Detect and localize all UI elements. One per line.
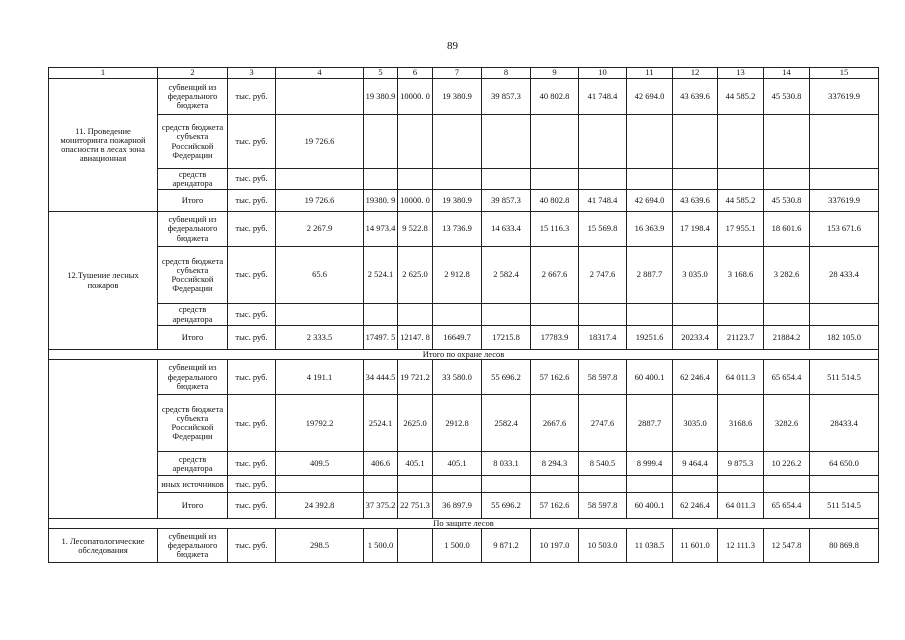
- table-row: [49, 169, 879, 190]
- value-cell: 19 380.9: [364, 79, 398, 115]
- value-cell: [673, 304, 718, 326]
- value-cell: 8 294.3: [531, 452, 579, 476]
- value-cell: 2912.8: [433, 395, 482, 452]
- header-cell: 4: [276, 68, 364, 79]
- section-row: [49, 350, 879, 360]
- value-cell: [276, 304, 364, 326]
- value-cell: 45 530.8: [764, 79, 810, 115]
- value-cell: 337619.9: [810, 190, 879, 212]
- value-cell: 2 887.7: [627, 247, 673, 304]
- unit-cell: тыс. руб.: [228, 304, 276, 326]
- value-cell: [482, 476, 531, 493]
- value-cell: [764, 304, 810, 326]
- value-cell: 18 601.6: [764, 212, 810, 247]
- value-cell: 42 694.0: [627, 79, 673, 115]
- value-cell: 20233.4: [673, 326, 718, 350]
- value-cell: [579, 476, 627, 493]
- value-cell: 9 522.8: [398, 212, 433, 247]
- value-cell: 11 601.0: [673, 529, 718, 563]
- table-row: [49, 452, 879, 476]
- value-cell: 58 597.8: [579, 360, 627, 395]
- value-cell: 14 633.4: [482, 212, 531, 247]
- value-cell: 3168.6: [718, 395, 764, 452]
- value-cell: 55 696.2: [482, 493, 531, 519]
- unit-cell: тыс. руб.: [228, 452, 276, 476]
- value-cell: [531, 115, 579, 169]
- value-cell: 19251.6: [627, 326, 673, 350]
- value-cell: [579, 115, 627, 169]
- value-cell: [398, 476, 433, 493]
- value-cell: [276, 79, 364, 115]
- unit-cell: тыс. руб.: [228, 115, 276, 169]
- value-cell: 15 569.8: [579, 212, 627, 247]
- unit-cell: тыс. руб.: [228, 169, 276, 190]
- value-cell: [398, 529, 433, 563]
- value-cell: 2 667.6: [531, 247, 579, 304]
- funding-source: Итого: [158, 326, 228, 350]
- value-cell: 16649.7: [433, 326, 482, 350]
- budget-table: [48, 67, 879, 563]
- funding-source: средств бюджета субъекта Российской Федерации: [158, 247, 228, 304]
- value-cell: 13 736.9: [433, 212, 482, 247]
- value-cell: 1 500.0: [364, 529, 398, 563]
- value-cell: 2667.6: [531, 395, 579, 452]
- header-cell: 15: [810, 68, 879, 79]
- funding-source: субвенций из федерального бюджета: [158, 79, 228, 115]
- value-cell: [579, 304, 627, 326]
- funding-source: иных источников: [158, 476, 228, 493]
- value-cell: [433, 476, 482, 493]
- value-cell: 19792.2: [276, 395, 364, 452]
- value-cell: 17 198.4: [673, 212, 718, 247]
- table-row: [49, 79, 879, 115]
- header-cell: 6: [398, 68, 433, 79]
- value-cell: [673, 169, 718, 190]
- value-cell: 18317.4: [579, 326, 627, 350]
- funding-source: Итого: [158, 190, 228, 212]
- value-cell: 33 580.0: [433, 360, 482, 395]
- unit-cell: тыс. руб.: [228, 247, 276, 304]
- value-cell: 3035.0: [673, 395, 718, 452]
- value-cell: 22 751.3: [398, 493, 433, 519]
- unit-cell: тыс. руб.: [228, 395, 276, 452]
- activity-name: [49, 360, 158, 519]
- value-cell: [718, 476, 764, 493]
- value-cell: 406.6: [364, 452, 398, 476]
- value-cell: 40 802.8: [531, 190, 579, 212]
- value-cell: 21123.7: [718, 326, 764, 350]
- value-cell: 60 400.1: [627, 493, 673, 519]
- value-cell: [482, 304, 531, 326]
- unit-cell: тыс. руб.: [228, 529, 276, 563]
- funding-source: средств арендатора: [158, 304, 228, 326]
- funding-source: средств бюджета субъекта Российской Федерации: [158, 395, 228, 452]
- value-cell: 44 585.2: [718, 79, 764, 115]
- value-cell: 64 011.3: [718, 493, 764, 519]
- value-cell: 182 105.0: [810, 326, 879, 350]
- value-cell: 405.1: [398, 452, 433, 476]
- value-cell: 14 973.4: [364, 212, 398, 247]
- value-cell: 8 999.4: [627, 452, 673, 476]
- value-cell: 19 726.6: [276, 190, 364, 212]
- funding-source: Итого: [158, 493, 228, 519]
- table-row: [49, 190, 879, 212]
- value-cell: [482, 169, 531, 190]
- value-cell: [627, 476, 673, 493]
- value-cell: 511 514.5: [810, 360, 879, 395]
- value-cell: 80 869.8: [810, 529, 879, 563]
- value-cell: 3 168.6: [718, 247, 764, 304]
- value-cell: 41 748.4: [579, 79, 627, 115]
- value-cell: 9 464.4: [673, 452, 718, 476]
- header-cell: 1: [49, 68, 158, 79]
- value-cell: 3 282.6: [764, 247, 810, 304]
- value-cell: 2 582.4: [482, 247, 531, 304]
- value-cell: 10000. 0: [398, 190, 433, 212]
- value-cell: [433, 169, 482, 190]
- header-cell: 13: [718, 68, 764, 79]
- value-cell: 2887.7: [627, 395, 673, 452]
- table-row: [49, 476, 879, 493]
- page-number: 89: [447, 40, 458, 52]
- value-cell: 24 392.8: [276, 493, 364, 519]
- value-cell: 16 363.9: [627, 212, 673, 247]
- value-cell: 57 162.6: [531, 493, 579, 519]
- funding-source: средств бюджета субъекта Российской Федерации: [158, 115, 228, 169]
- value-cell: 17783.9: [531, 326, 579, 350]
- section-row: [49, 519, 879, 529]
- funding-source: субвенций из федерального бюджета: [158, 529, 228, 563]
- value-cell: 17215.8: [482, 326, 531, 350]
- header-cell: 9: [531, 68, 579, 79]
- value-cell: 36 897.9: [433, 493, 482, 519]
- value-cell: 62 246.4: [673, 493, 718, 519]
- value-cell: 2 747.6: [579, 247, 627, 304]
- header-cell: 3: [228, 68, 276, 79]
- value-cell: 9 871.2: [482, 529, 531, 563]
- value-cell: [398, 169, 433, 190]
- value-cell: 44 585.2: [718, 190, 764, 212]
- value-cell: 43 639.6: [673, 79, 718, 115]
- value-cell: [810, 115, 879, 169]
- value-cell: 2 267.9: [276, 212, 364, 247]
- table-row: [49, 304, 879, 326]
- value-cell: 19 721.2: [398, 360, 433, 395]
- section-title: По защите лесов: [49, 519, 879, 529]
- unit-cell: тыс. руб.: [228, 212, 276, 247]
- value-cell: 17497. 5: [364, 326, 398, 350]
- value-cell: 9 875.3: [718, 452, 764, 476]
- value-cell: [364, 304, 398, 326]
- value-cell: 28 433.4: [810, 247, 879, 304]
- value-cell: 15 116.3: [531, 212, 579, 247]
- value-cell: [810, 304, 879, 326]
- value-cell: [718, 169, 764, 190]
- table-row: [49, 360, 879, 395]
- value-cell: 43 639.6: [673, 190, 718, 212]
- value-cell: 57 162.6: [531, 360, 579, 395]
- value-cell: [433, 115, 482, 169]
- value-cell: 19 380.9: [433, 79, 482, 115]
- value-cell: 10 197.0: [531, 529, 579, 563]
- header-cell: 8: [482, 68, 531, 79]
- section-title: Итого по охране лесов: [49, 350, 879, 360]
- value-cell: 19380. 9: [364, 190, 398, 212]
- value-cell: 39 857.3: [482, 79, 531, 115]
- value-cell: 405.1: [433, 452, 482, 476]
- header-cell: 2: [158, 68, 228, 79]
- unit-cell: тыс. руб.: [228, 360, 276, 395]
- value-cell: 21884.2: [764, 326, 810, 350]
- value-cell: [482, 115, 531, 169]
- header-row: [49, 68, 879, 79]
- value-cell: [433, 304, 482, 326]
- value-cell: [764, 169, 810, 190]
- funding-source: субвенций из федерального бюджета: [158, 212, 228, 247]
- value-cell: [531, 304, 579, 326]
- value-cell: 34 444.5: [364, 360, 398, 395]
- value-cell: 37 375.2: [364, 493, 398, 519]
- value-cell: 40 802.8: [531, 79, 579, 115]
- value-cell: [627, 304, 673, 326]
- unit-cell: тыс. руб.: [228, 476, 276, 493]
- value-cell: 19 726.6: [276, 115, 364, 169]
- value-cell: 58 597.8: [579, 493, 627, 519]
- value-cell: 62 246.4: [673, 360, 718, 395]
- value-cell: 55 696.2: [482, 360, 531, 395]
- value-cell: 511 514.5: [810, 493, 879, 519]
- header-cell: 10: [579, 68, 627, 79]
- value-cell: 2 912.8: [433, 247, 482, 304]
- value-cell: [673, 115, 718, 169]
- value-cell: 17 955.1: [718, 212, 764, 247]
- value-cell: [673, 476, 718, 493]
- value-cell: 42 694.0: [627, 190, 673, 212]
- value-cell: 8 033.1: [482, 452, 531, 476]
- header-cell: 11: [627, 68, 673, 79]
- value-cell: 64 011.3: [718, 360, 764, 395]
- activity-name: 1. Лесопатологические обследования: [49, 529, 158, 563]
- value-cell: 10 503.0: [579, 529, 627, 563]
- value-cell: 39 857.3: [482, 190, 531, 212]
- value-cell: [364, 476, 398, 493]
- value-cell: [398, 115, 433, 169]
- value-cell: [579, 169, 627, 190]
- funding-source: средств арендатора: [158, 452, 228, 476]
- value-cell: [531, 476, 579, 493]
- value-cell: [718, 115, 764, 169]
- value-cell: 2 333.5: [276, 326, 364, 350]
- value-cell: 1 500.0: [433, 529, 482, 563]
- value-cell: 409.5: [276, 452, 364, 476]
- activity-name: 11. Проведение мониторинга пожарной опасности в лесах зона авиационная: [49, 79, 158, 212]
- table-row: [49, 493, 879, 519]
- value-cell: 41 748.4: [579, 190, 627, 212]
- value-cell: 12147. 8: [398, 326, 433, 350]
- header-cell: 14: [764, 68, 810, 79]
- value-cell: 10000. 0: [398, 79, 433, 115]
- value-cell: 65.6: [276, 247, 364, 304]
- value-cell: 64 650.0: [810, 452, 879, 476]
- activity-name: 12.Тушение лесных пожаров: [49, 212, 158, 350]
- value-cell: 12 547.8: [764, 529, 810, 563]
- value-cell: 2 625.0: [398, 247, 433, 304]
- value-cell: [531, 169, 579, 190]
- value-cell: 298.5: [276, 529, 364, 563]
- value-cell: [627, 115, 673, 169]
- funding-source: субвенций из федерального бюджета: [158, 360, 228, 395]
- value-cell: 3 035.0: [673, 247, 718, 304]
- value-cell: 60 400.1: [627, 360, 673, 395]
- unit-cell: тыс. руб.: [228, 190, 276, 212]
- value-cell: 2747.6: [579, 395, 627, 452]
- value-cell: [364, 115, 398, 169]
- value-cell: 8 540.5: [579, 452, 627, 476]
- value-cell: [810, 169, 879, 190]
- value-cell: 2582.4: [482, 395, 531, 452]
- value-cell: 10 226.2: [764, 452, 810, 476]
- value-cell: 11 038.5: [627, 529, 673, 563]
- table-row: [49, 115, 879, 169]
- header-cell: 7: [433, 68, 482, 79]
- funding-source: средств арендатора: [158, 169, 228, 190]
- value-cell: 28433.4: [810, 395, 879, 452]
- value-cell: [764, 115, 810, 169]
- header-cell: 5: [364, 68, 398, 79]
- value-cell: [276, 476, 364, 493]
- value-cell: [364, 169, 398, 190]
- value-cell: 4 191.1: [276, 360, 364, 395]
- value-cell: 65 654.4: [764, 360, 810, 395]
- value-cell: [718, 304, 764, 326]
- unit-cell: тыс. руб.: [228, 79, 276, 115]
- unit-cell: тыс. руб.: [228, 493, 276, 519]
- table-row: [49, 326, 879, 350]
- value-cell: 12 111.3: [718, 529, 764, 563]
- value-cell: [810, 476, 879, 493]
- value-cell: 3282.6: [764, 395, 810, 452]
- header-cell: 12: [673, 68, 718, 79]
- value-cell: [627, 169, 673, 190]
- value-cell: 153 671.6: [810, 212, 879, 247]
- value-cell: 337619.9: [810, 79, 879, 115]
- value-cell: [398, 304, 433, 326]
- value-cell: 65 654.4: [764, 493, 810, 519]
- table-row: [49, 529, 879, 563]
- value-cell: [764, 476, 810, 493]
- value-cell: 2 524.1: [364, 247, 398, 304]
- table-row: [49, 247, 879, 304]
- value-cell: 45 530.8: [764, 190, 810, 212]
- value-cell: [276, 169, 364, 190]
- value-cell: 19 380.9: [433, 190, 482, 212]
- value-cell: 2625.0: [398, 395, 433, 452]
- table-row: [49, 395, 879, 452]
- unit-cell: тыс. руб.: [228, 326, 276, 350]
- table-row: [49, 212, 879, 247]
- value-cell: 2524.1: [364, 395, 398, 452]
